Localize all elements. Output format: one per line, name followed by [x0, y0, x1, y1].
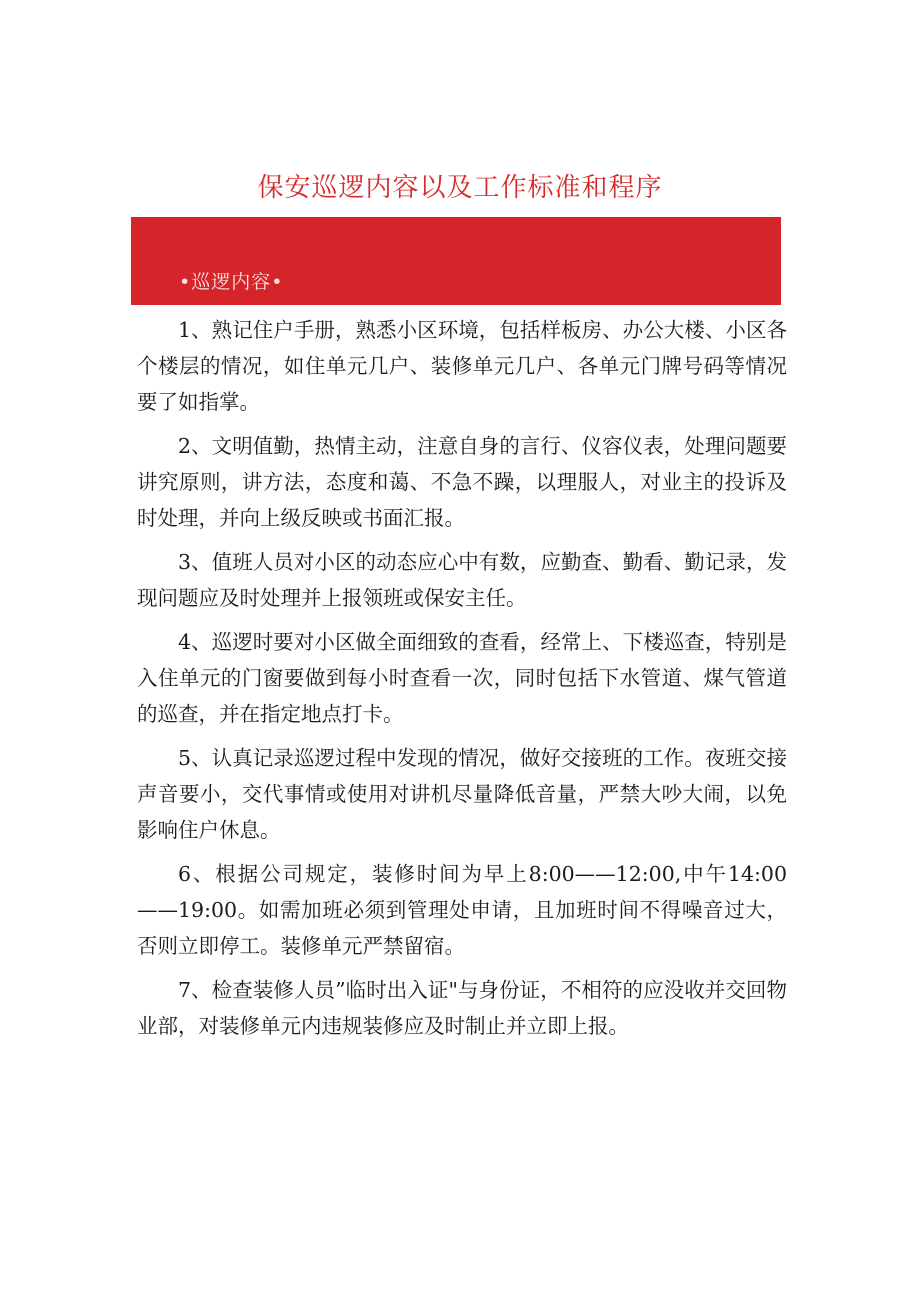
document-title: 保安巡逻内容以及工作标准和程序 — [257, 173, 663, 203]
paragraph-6: 6、根据公司规定，装修时间为早上8:00——12:00,中午14:00——19:00。如需加班必须到管理处申请，且加班时间不得噪音过大，否则立即停工。装修单元严禁留宿。 — [137, 862, 787, 958]
paragraph-2: 2、文明值勤，热情主动，注意自身的言行、仪容仪表，处理问题要讲究原则，讲方法，态度和蔼、不急不躁，以理服人，对业主的投诉及时处理，并向上级反映或书面汇报。 — [137, 434, 787, 530]
paragraph-3: 3、值班人员对小区的动态应心中有数，应勤查、勤看、勤记录，发现问题应及时处理并上报领班或保安主任。 — [137, 550, 787, 610]
paragraph-4: 4、巡逻时要对小区做全面细致的查看，经常上、下楼巡查，特别是入住单元的门窗要做到每小时查看一次，同时包括下水管道、煤气管道的巡查，并在指定地点打卡。 — [137, 630, 787, 726]
section-banner — [131, 217, 781, 305]
document-body — [137, 312, 787, 1052]
paragraph-5: 5、认真记录巡逻过程中发现的情况，做好交接班的工作。夜班交接声音要小，交代事情或使用对讲机尽量降低音量，严禁大吵大闹，以免影响住户休息。 — [137, 746, 787, 842]
section-label: •巡逻内容• — [179, 271, 284, 293]
paragraph-1: 1、熟记住户手册，熟悉小区环境，包括样板房、办公大楼、小区各个楼层的情况，如住单元几户、装修单元几户、各单元门牌号码等情况要了如指掌。 — [137, 318, 787, 414]
paragraph-7: 7、检查装修人员”临时出入证"与身份证，不相符的应没收并交回物业部，对装修单元内违规装修应及时制止并立即上报。 — [137, 978, 787, 1038]
